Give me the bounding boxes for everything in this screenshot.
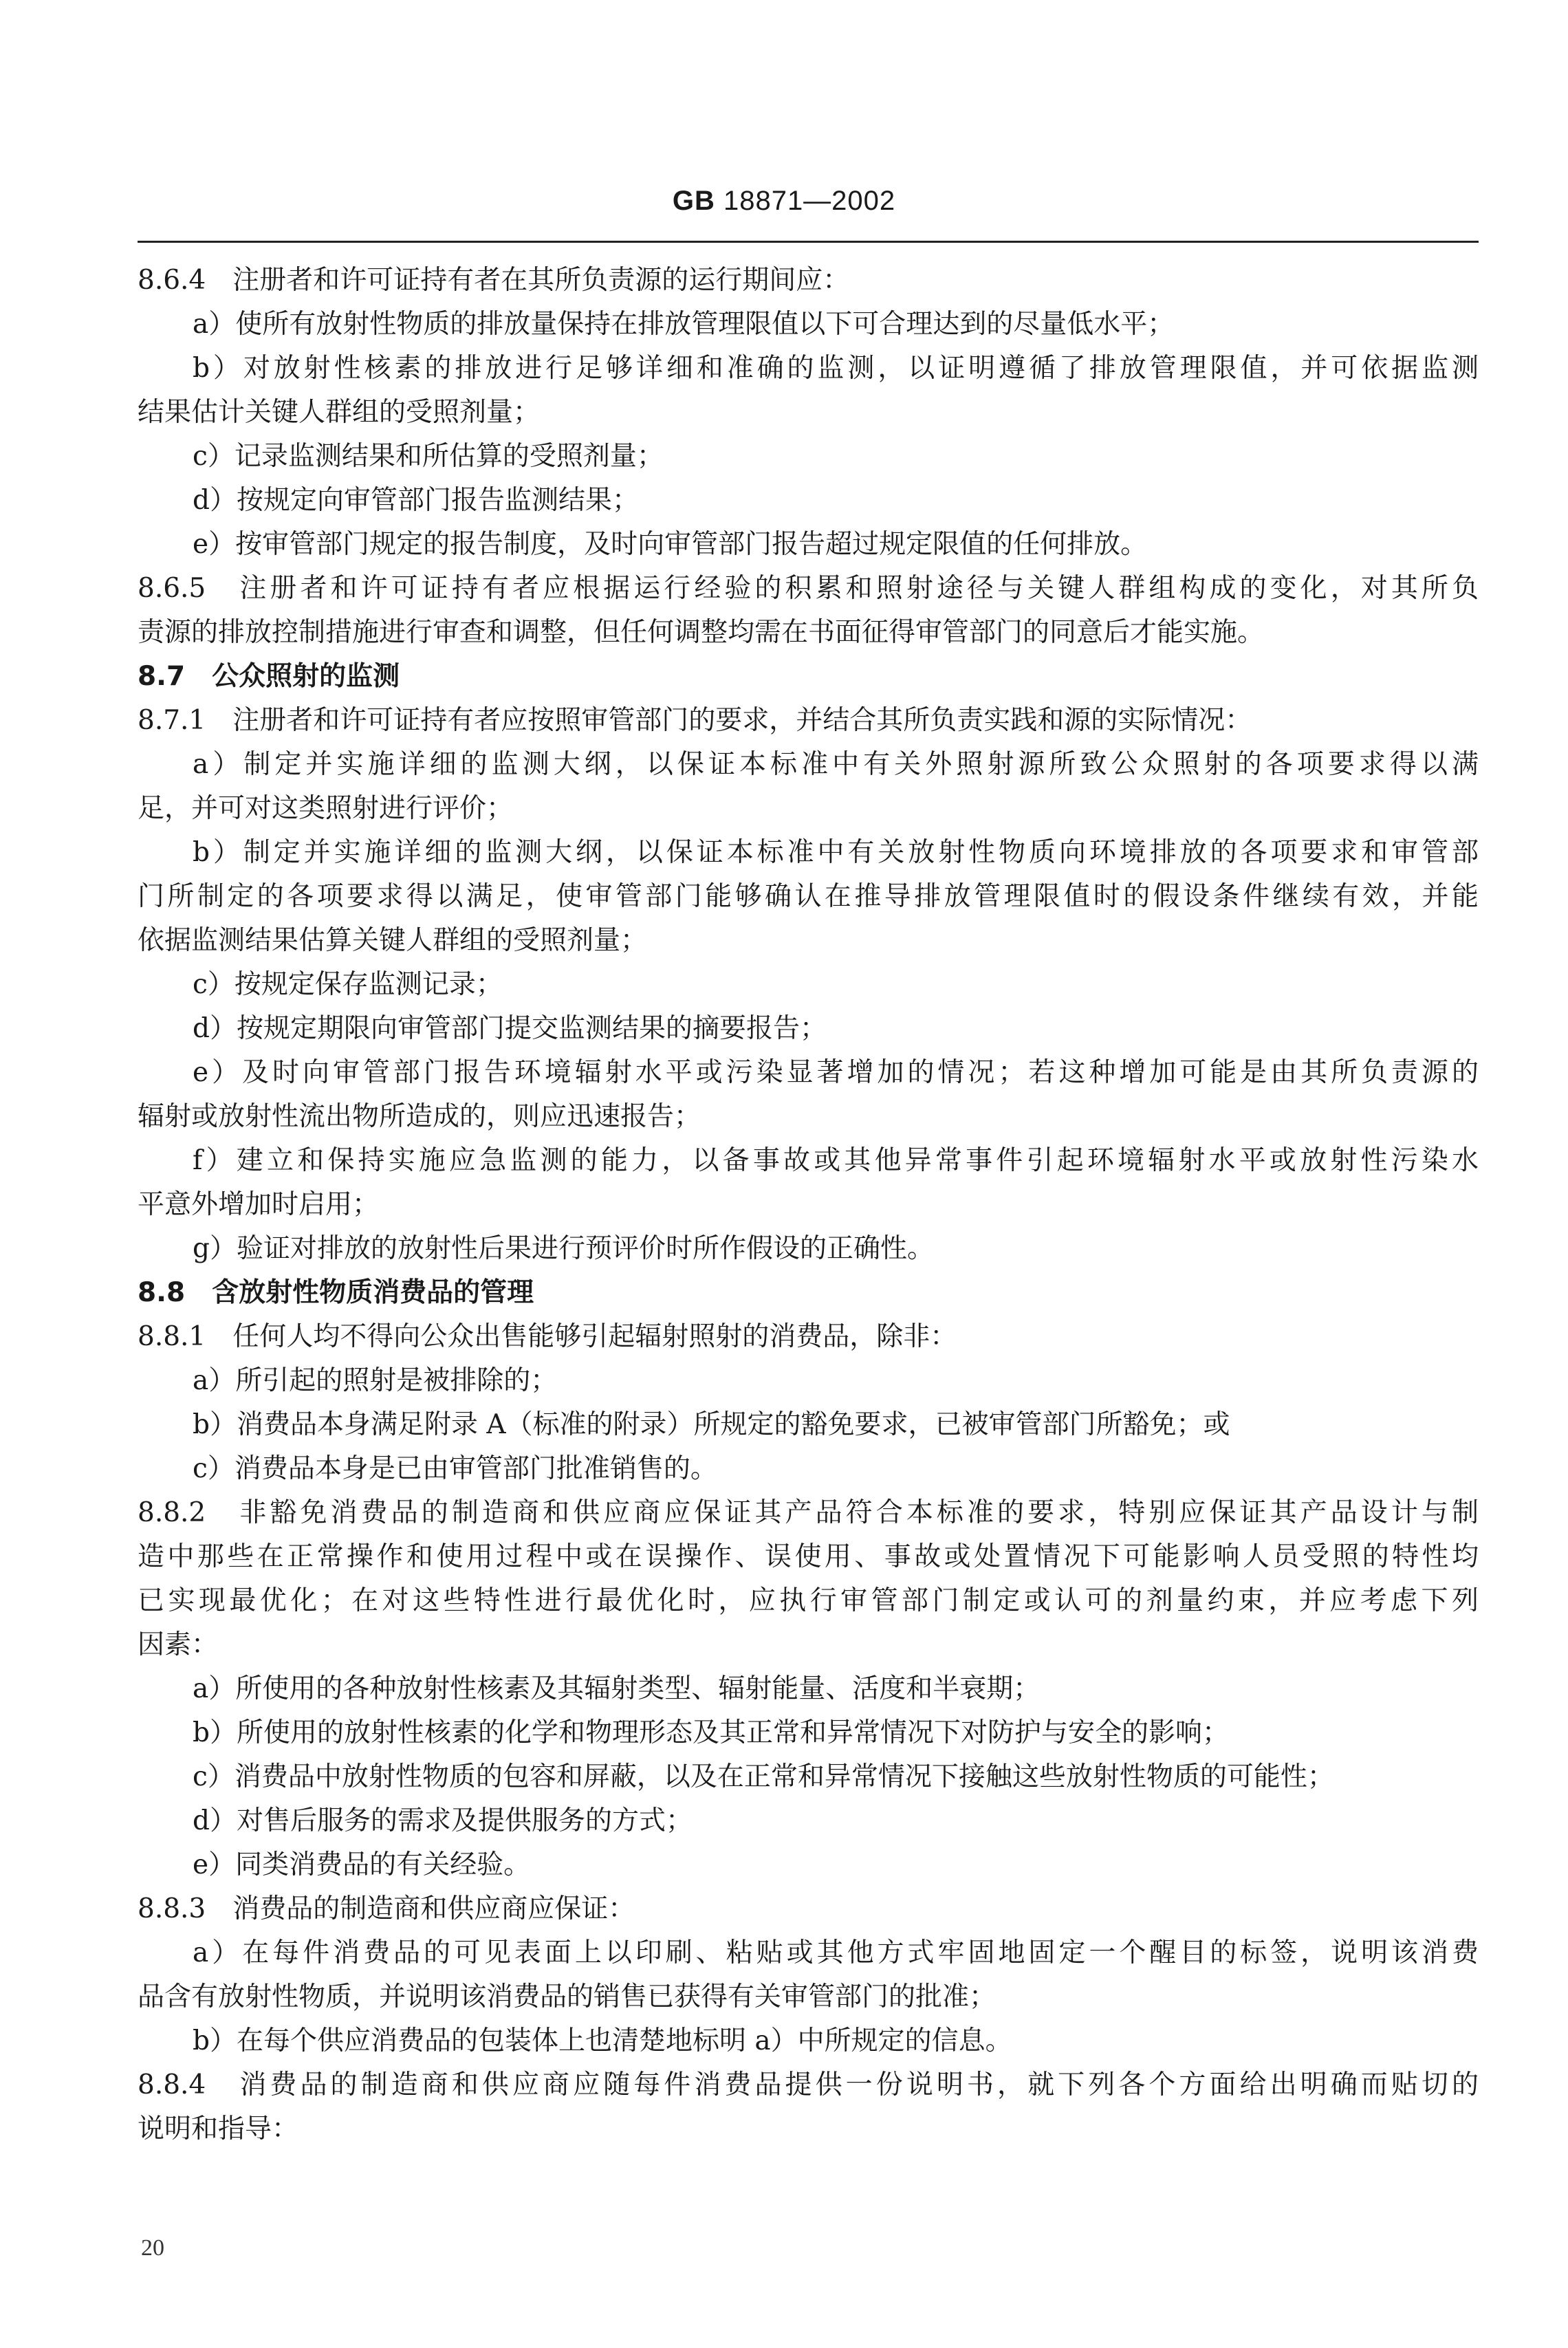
text-line: g）验证对排放的放射性后果进行预评价时所作假设的正确性。: [193, 1233, 934, 1264]
section-heading: 8.7 公众照射的监测: [138, 661, 400, 692]
text-line: 8.8.3 消费品的制造商和供应商应保证：: [138, 1893, 635, 1924]
text-line: a）所使用的各种放射性核素及其辐射类型、辐射能量、活度和半衰期；: [193, 1673, 1041, 1704]
text-line: b）消费品本身满足附录 A（标准的附录）所规定的豁免要求，已被审管部门所豁免；或: [193, 1409, 1230, 1440]
text-line: f）建立和保持实施应急监测的能力，以备事故或其他异常事件引起环境辐射水平或放射性污染水: [193, 1145, 1479, 1176]
text-line: 已实现最优化；在对这些特性进行最优化时，应执行审管部门制定或认可的剂量约束，并应考虑下列: [138, 1585, 1479, 1616]
text-line: 造中那些在正常操作和使用过程中或在误操作、误使用、事故或处置情况下可能影响人员受照的特性均: [138, 1541, 1479, 1572]
text-line: 8.8.4 消费品的制造商和供应商应随每件消费品提供一份说明书，就下列各个方面给出明确而贴切的: [138, 2069, 1479, 2100]
document-body: [138, 259, 1479, 2151]
standard-code: GB: [672, 186, 715, 216]
text-line: 足，并可对这类照射进行评价；: [138, 793, 514, 824]
text-line: c）记录监测结果和所估算的受照剂量；: [193, 441, 664, 472]
text-line: d）对售后服务的需求及提供服务的方式；: [193, 1805, 693, 1836]
page-number: 20: [141, 2235, 164, 2261]
text-line: 8.6.4 注册者和许可证持有者在其所负责源的运行期间应：: [138, 265, 850, 296]
text-line: 辐射或放射性流出物所造成的，则应迅速报告；: [138, 1101, 701, 1132]
text-line: 品含有放射性物质，并说明该消费品的销售已获得有关审管部门的批准；: [138, 1981, 997, 2012]
text-line: b）在每个供应消费品的包装体上也清楚地标明 a）中所规定的信息。: [193, 2025, 1012, 2056]
text-line: e）同类消费品的有关经验。: [193, 1849, 531, 1880]
text-line: 门所制定的各项要求得以满足，使审管部门能够确认在推导排放管理限值时的假设条件继续有效，并能: [138, 881, 1479, 912]
text-line: 8.8.2 非豁免消费品的制造商和供应商应保证其产品符合本标准的要求，特别应保证其产品设计与制: [138, 1497, 1479, 1528]
text-line: 责源的排放控制措施进行审查和调整，但任何调整均需在书面征得审管部门的同意后才能实施。: [138, 617, 1265, 648]
text-line: a）使所有放射性物质的排放量保持在排放管理限值以下可合理达到的尽量低水平；: [193, 309, 1175, 340]
text-line: 8.8.1 任何人均不得向公众出售能够引起辐射照射的消费品，除非：: [138, 1321, 957, 1352]
text-line: 8.7.1 注册者和许可证持有者应按照审管部门的要求，并结合其所负责实践和源的实际情况：: [138, 705, 1252, 736]
text-line: 平意外增加时启用；: [138, 1189, 380, 1220]
text-line: a）在每件消费品的可见表面上以印刷、粘贴或其他方式牢固地固定一个醒目的标签，说明该消费: [193, 1937, 1479, 1968]
section-heading: 8.8 含放射性物质消费品的管理: [138, 1277, 534, 1308]
text-line: d）按规定向审管部门报告监测结果；: [193, 485, 639, 516]
text-line: 8.6.5 注册者和许可证持有者应根据运行经验的积累和照射途径与关键人群组构成的变化，对其所负: [138, 573, 1479, 604]
header-rule: [138, 241, 1479, 243]
standard-number: 18871—2002: [723, 186, 896, 216]
text-line: a）制定并实施详细的监测大纲，以保证本标准中有关外照射源所致公众照射的各项要求得以满: [193, 749, 1479, 780]
text-line: b）对放射性核素的排放进行足够详细和准确的监测，以证明遵循了排放管理限值，并可依据监测: [193, 353, 1479, 384]
text-line: e）按审管部门规定的报告制度，及时向审管部门报告超过规定限值的任何排放。: [193, 529, 1148, 560]
text-line: c）消费品本身是已由审管部门批准销售的。: [193, 1453, 717, 1484]
text-line: d）按规定期限向审管部门提交监测结果的摘要报告；: [193, 1013, 827, 1044]
text-line: e）及时向审管部门报告环境辐射水平或污染显著增加的情况；若这种增加可能是由其所负责源的: [193, 1057, 1479, 1088]
text-line: b）所使用的放射性核素的化学和物理形态及其正常和异常情况下对防护与安全的影响；: [193, 1717, 1229, 1748]
text-line: b）制定并实施详细的监测大纲，以保证本标准中有关放射性物质向环境排放的各项要求和审管部: [193, 837, 1479, 868]
text-line: c）消费品中放射性物质的包容和屏蔽，以及在正常和异常情况下接触这些放射性物质的可能性；: [193, 1761, 1334, 1792]
text-line: 结果估计关键人群组的受照剂量；: [138, 397, 541, 428]
text-line: 说明和指导：: [138, 2113, 299, 2144]
text-line: 因素：: [138, 1629, 219, 1660]
text-line: a）所引起的照射是被排除的；: [193, 1365, 558, 1396]
text-line: c）按规定保存监测记录；: [193, 969, 503, 1000]
standard-header: [0, 186, 1568, 217]
text-line: 依据监测结果估算关键人群组的受照剂量；: [138, 925, 648, 956]
